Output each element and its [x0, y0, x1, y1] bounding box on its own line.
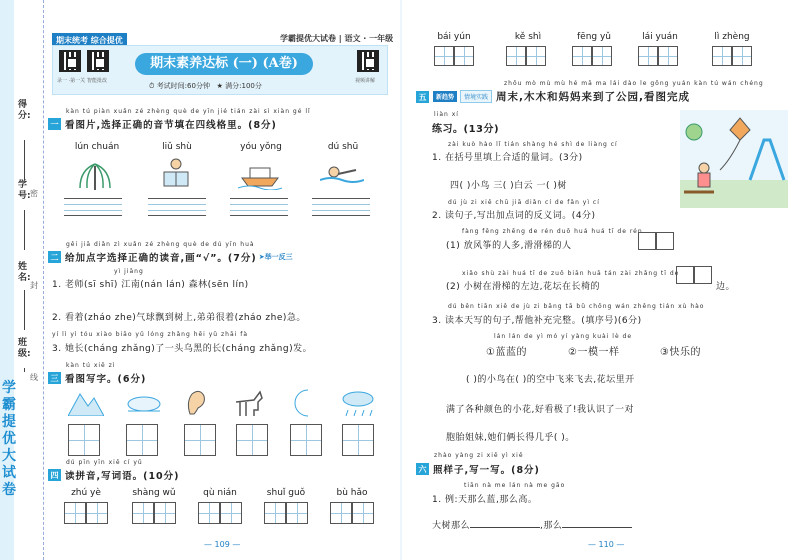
section-instruction: 读拼音,写词语。(10分) [65, 471, 180, 482]
class-label: 班级: [18, 338, 31, 359]
writing-box[interactable] [572, 46, 592, 66]
passage-line: 满了各种颜色的小花,好看极了!我认识了一对 [446, 405, 634, 415]
question-line-end: 边。 [716, 282, 736, 292]
question-line: 2. 看着(zháo zhe)气球飘到树上,弟弟很着(zháo zhe)急。 [52, 313, 306, 323]
page-number: — 110 — [588, 540, 625, 549]
passage-line: 胞胎姐妹,她们俩长得几乎( )。 [446, 433, 575, 443]
section-instruction-cont: 练习。(13分) [432, 124, 500, 135]
section-1-heading [48, 117, 277, 131]
right-page [402, 0, 800, 560]
writing-box[interactable] [198, 502, 220, 524]
writing-box[interactable] [506, 46, 526, 66]
option-3: ③快乐的 [660, 347, 701, 358]
pinyin-prompt: lái yuán [642, 32, 678, 42]
writing-box[interactable] [526, 46, 546, 66]
writing-box[interactable] [86, 502, 108, 524]
rain-cloud-icon [340, 390, 376, 418]
answer-box[interactable] [676, 266, 694, 284]
park-scene-illustration [680, 110, 788, 208]
ship-icon [238, 158, 282, 190]
scenario-badge: 情境实践 [460, 90, 492, 103]
section-5-pinyin: zhōu mò mù mù hé mā ma lái dào le gōng yuán kàn tú wán chéng [504, 80, 764, 87]
question-line: 1. 例:天那么蓝,那么高。 [432, 495, 538, 505]
writing-box[interactable] [290, 424, 322, 456]
writing-box[interactable] [286, 502, 308, 524]
section-instruction: 看图片,选择正确的音节填在四线格里。(8分) [65, 120, 277, 131]
question-line: 3. 她长(cháng zhǎng)了一头乌黑的长(cháng zhǎng)发。 [52, 344, 313, 354]
writing-box[interactable] [454, 46, 474, 66]
brand-vertical-title: 学霸提优大试卷 [2, 380, 16, 498]
score-label: 得分: [18, 100, 31, 121]
writing-box[interactable] [712, 46, 732, 66]
writing-box[interactable] [154, 502, 176, 524]
pinyin-prompt: shàng wǔ [132, 488, 176, 498]
pinyin-prompt: shuǐ guǒ [266, 488, 306, 498]
score-line [24, 140, 25, 180]
title-panel [52, 45, 388, 95]
answer-box[interactable] [694, 266, 712, 284]
pinyin-option: lún chuán [74, 142, 120, 152]
pinyin-prompt: zhú yè [71, 488, 101, 498]
pinyin-prompt: bù hǎo [336, 488, 368, 498]
line-pinyin: dú běn tiān xiě de jù zi bāng tā bǔ chōng wán zhěng tián xù hào [448, 303, 705, 310]
pinyin-prompt: bái yún [437, 32, 471, 42]
writing-box[interactable] [732, 46, 752, 66]
moon-icon [290, 388, 318, 418]
answer-blank[interactable] [562, 527, 632, 528]
cut-mark-envelope: 封 [30, 281, 38, 290]
exam-info [149, 81, 262, 91]
cut-mark-line: 线 [30, 373, 38, 382]
question-line: 四( )小鸟 三( )白云 一( )树 [450, 181, 567, 191]
exam-type-tag: 期末统考 综合提优 [52, 33, 127, 48]
line-pinyin: zài kuò hào lǐ tián shàng hé shì de liàng cí [448, 141, 618, 148]
writing-box[interactable] [592, 46, 612, 66]
question-line: (2) 小树在滑梯的左边,花坛在长椅的 [446, 282, 600, 292]
line-pinyin: yì jiāng [114, 268, 144, 275]
four-line-grid[interactable] [148, 198, 206, 216]
question-line: 1. 老师(sī shī) 江南(nán lán) 森林(sēn lín) [52, 280, 249, 290]
section-number: 一 [48, 118, 61, 130]
trend-badge: 新趋势 [433, 91, 457, 102]
section-number: 四 [48, 469, 61, 481]
student-id-label: 学号: [18, 180, 31, 201]
question-line: (1) 放风筝的人多,滑滑梯的人 [446, 241, 572, 251]
reading-child-icon [156, 156, 196, 192]
four-line-grid[interactable] [230, 198, 288, 216]
line-pinyin: yí lì yì tóu xiào biāo yǔ lóng zhǎng hēi yǔ zhāi fà [52, 331, 249, 338]
section-2-heading [48, 250, 293, 264]
mountain-icon [68, 390, 104, 416]
section-number: 三 [48, 372, 61, 384]
pinyin-prompt: lì zhèng [714, 32, 750, 42]
writing-box[interactable] [236, 424, 268, 456]
writing-box[interactable] [132, 502, 154, 524]
section-instruction: 看图写字。(6分) [65, 374, 147, 385]
answer-mid: ,那么 [540, 521, 563, 531]
qr-label: 智能批改 [87, 78, 108, 84]
practice-link[interactable]: ➤举一反三 [258, 253, 293, 261]
line-pinyin: fàng fēng zhēng de rén duō huá huá tī de rén [462, 228, 643, 235]
writing-box[interactable] [184, 424, 216, 456]
qr-code-icon[interactable] [87, 50, 109, 72]
pinyin-prompt: kě shì [514, 32, 542, 42]
option-1: ①蓝蓝的 [486, 347, 527, 358]
section-1-pinyin: kàn tú piàn xuǎn zé zhèng què de yīn jié tián zài sì xiàn gé lǐ [66, 108, 311, 115]
section-3-pinyin: kàn tú xiě zì [66, 362, 116, 369]
swimmer-icon [320, 158, 364, 190]
pinyin-prompt: qù nián [203, 488, 237, 498]
section-2-pinyin: gěi jiā diǎn zì xuǎn zé zhèng què de dú yīn huà [66, 241, 255, 248]
section-6-heading [416, 462, 540, 476]
cut-mark-seal: 密 [30, 189, 38, 198]
writing-box[interactable] [64, 502, 86, 524]
pinyin-option: yóu yǒng [240, 142, 282, 152]
class-line [24, 368, 25, 372]
answer-box[interactable] [638, 232, 656, 250]
student-id-line [24, 210, 25, 250]
question-line: 3. 读本天写的句子,帮他补充完整。(填序号)(6分) [432, 316, 642, 326]
section-instruction: 周末,木木和妈妈来到了公园,看图完成 [496, 91, 691, 103]
clock-icon: ⏱ [149, 82, 157, 90]
answer-prefix: 大树那么 [432, 521, 471, 531]
line-pinyin: lán lán de yì mó yí yàng kuài lè de [494, 333, 633, 340]
writing-box[interactable] [658, 46, 678, 66]
exam-time: 考试时间:60分钟 [156, 82, 210, 90]
name-label: 姓名: [18, 262, 31, 283]
full-marks: 满分:100分 [225, 82, 262, 90]
qr-label: 视频讲解 [355, 78, 376, 84]
section-6-pinyin: zhào yàng zi xiě yì xiě [434, 452, 524, 459]
question-line: 2. 读句子,写出加点词的反义词。(4分) [432, 211, 596, 221]
page-number: — 109 — [204, 540, 241, 549]
answer-line [432, 518, 632, 531]
passage-line: ( )的小鸟在( )的空中飞来飞去,花坛里开 [466, 375, 635, 385]
willow-tree-icon [72, 156, 118, 192]
pinyin-option: dú shū [327, 142, 359, 152]
pinyin-prompt: fēng yǔ [576, 32, 611, 42]
writing-box[interactable] [330, 502, 352, 524]
section-4-heading [48, 468, 180, 482]
four-line-grid[interactable] [64, 198, 122, 216]
line-pinyin: tiān nà me lán nà me gāo [464, 482, 566, 489]
four-line-grid[interactable] [312, 198, 370, 216]
book-subject-tag: 学霸提优大试卷 | 语文 · 一年级 [280, 34, 394, 43]
section-number: 五 [416, 91, 429, 103]
left-page [44, 0, 400, 560]
section-instruction: 给加点字选择正确的读音,画“√”。(7分) [65, 253, 257, 264]
binding-strip [0, 0, 44, 560]
star-icon: ★ [216, 82, 226, 90]
line-pinyin: liàn xí [434, 111, 459, 118]
writing-box[interactable] [352, 502, 374, 524]
horse-icon [232, 388, 266, 418]
cloud-sun-icon [124, 392, 164, 414]
writing-box[interactable] [638, 46, 658, 66]
section-number: 六 [416, 463, 429, 475]
section-number: 二 [48, 251, 61, 263]
writing-box[interactable] [126, 424, 158, 456]
section-3-heading [48, 371, 146, 385]
writing-box[interactable] [264, 502, 286, 524]
page-title: 期末素养达标 (一) (A卷) [135, 53, 313, 75]
qr-label: 录一 ·第一关 [57, 78, 86, 84]
qr-code-icon[interactable] [357, 50, 379, 72]
line-pinyin: xiǎo shù zài huá tī de zuǒ biān huā tán zài zhǎng tī de [462, 270, 680, 277]
section-5-heading [416, 89, 690, 104]
answer-box[interactable] [656, 232, 674, 250]
writing-box[interactable] [434, 46, 454, 66]
line-pinyin: dú jù zi xiě chū jiā diǎn cí de fǎn yì cí [448, 199, 600, 206]
answer-blank[interactable] [470, 527, 540, 528]
question-line: 1. 在括号里填上合适的量词。(3分) [432, 153, 583, 163]
ear-icon [184, 388, 208, 418]
section-4-pinyin: dú pīn yīn xiě cí yǔ [66, 459, 143, 466]
option-2: ②一模一样 [568, 347, 620, 358]
name-line [24, 290, 25, 330]
writing-box[interactable] [342, 424, 374, 456]
pinyin-option: liǔ shù [162, 142, 192, 152]
qr-code-icon[interactable] [59, 50, 81, 72]
writing-box[interactable] [220, 502, 242, 524]
section-instruction: 照样子,写一写。(8分) [433, 465, 540, 476]
writing-box[interactable] [68, 424, 100, 456]
